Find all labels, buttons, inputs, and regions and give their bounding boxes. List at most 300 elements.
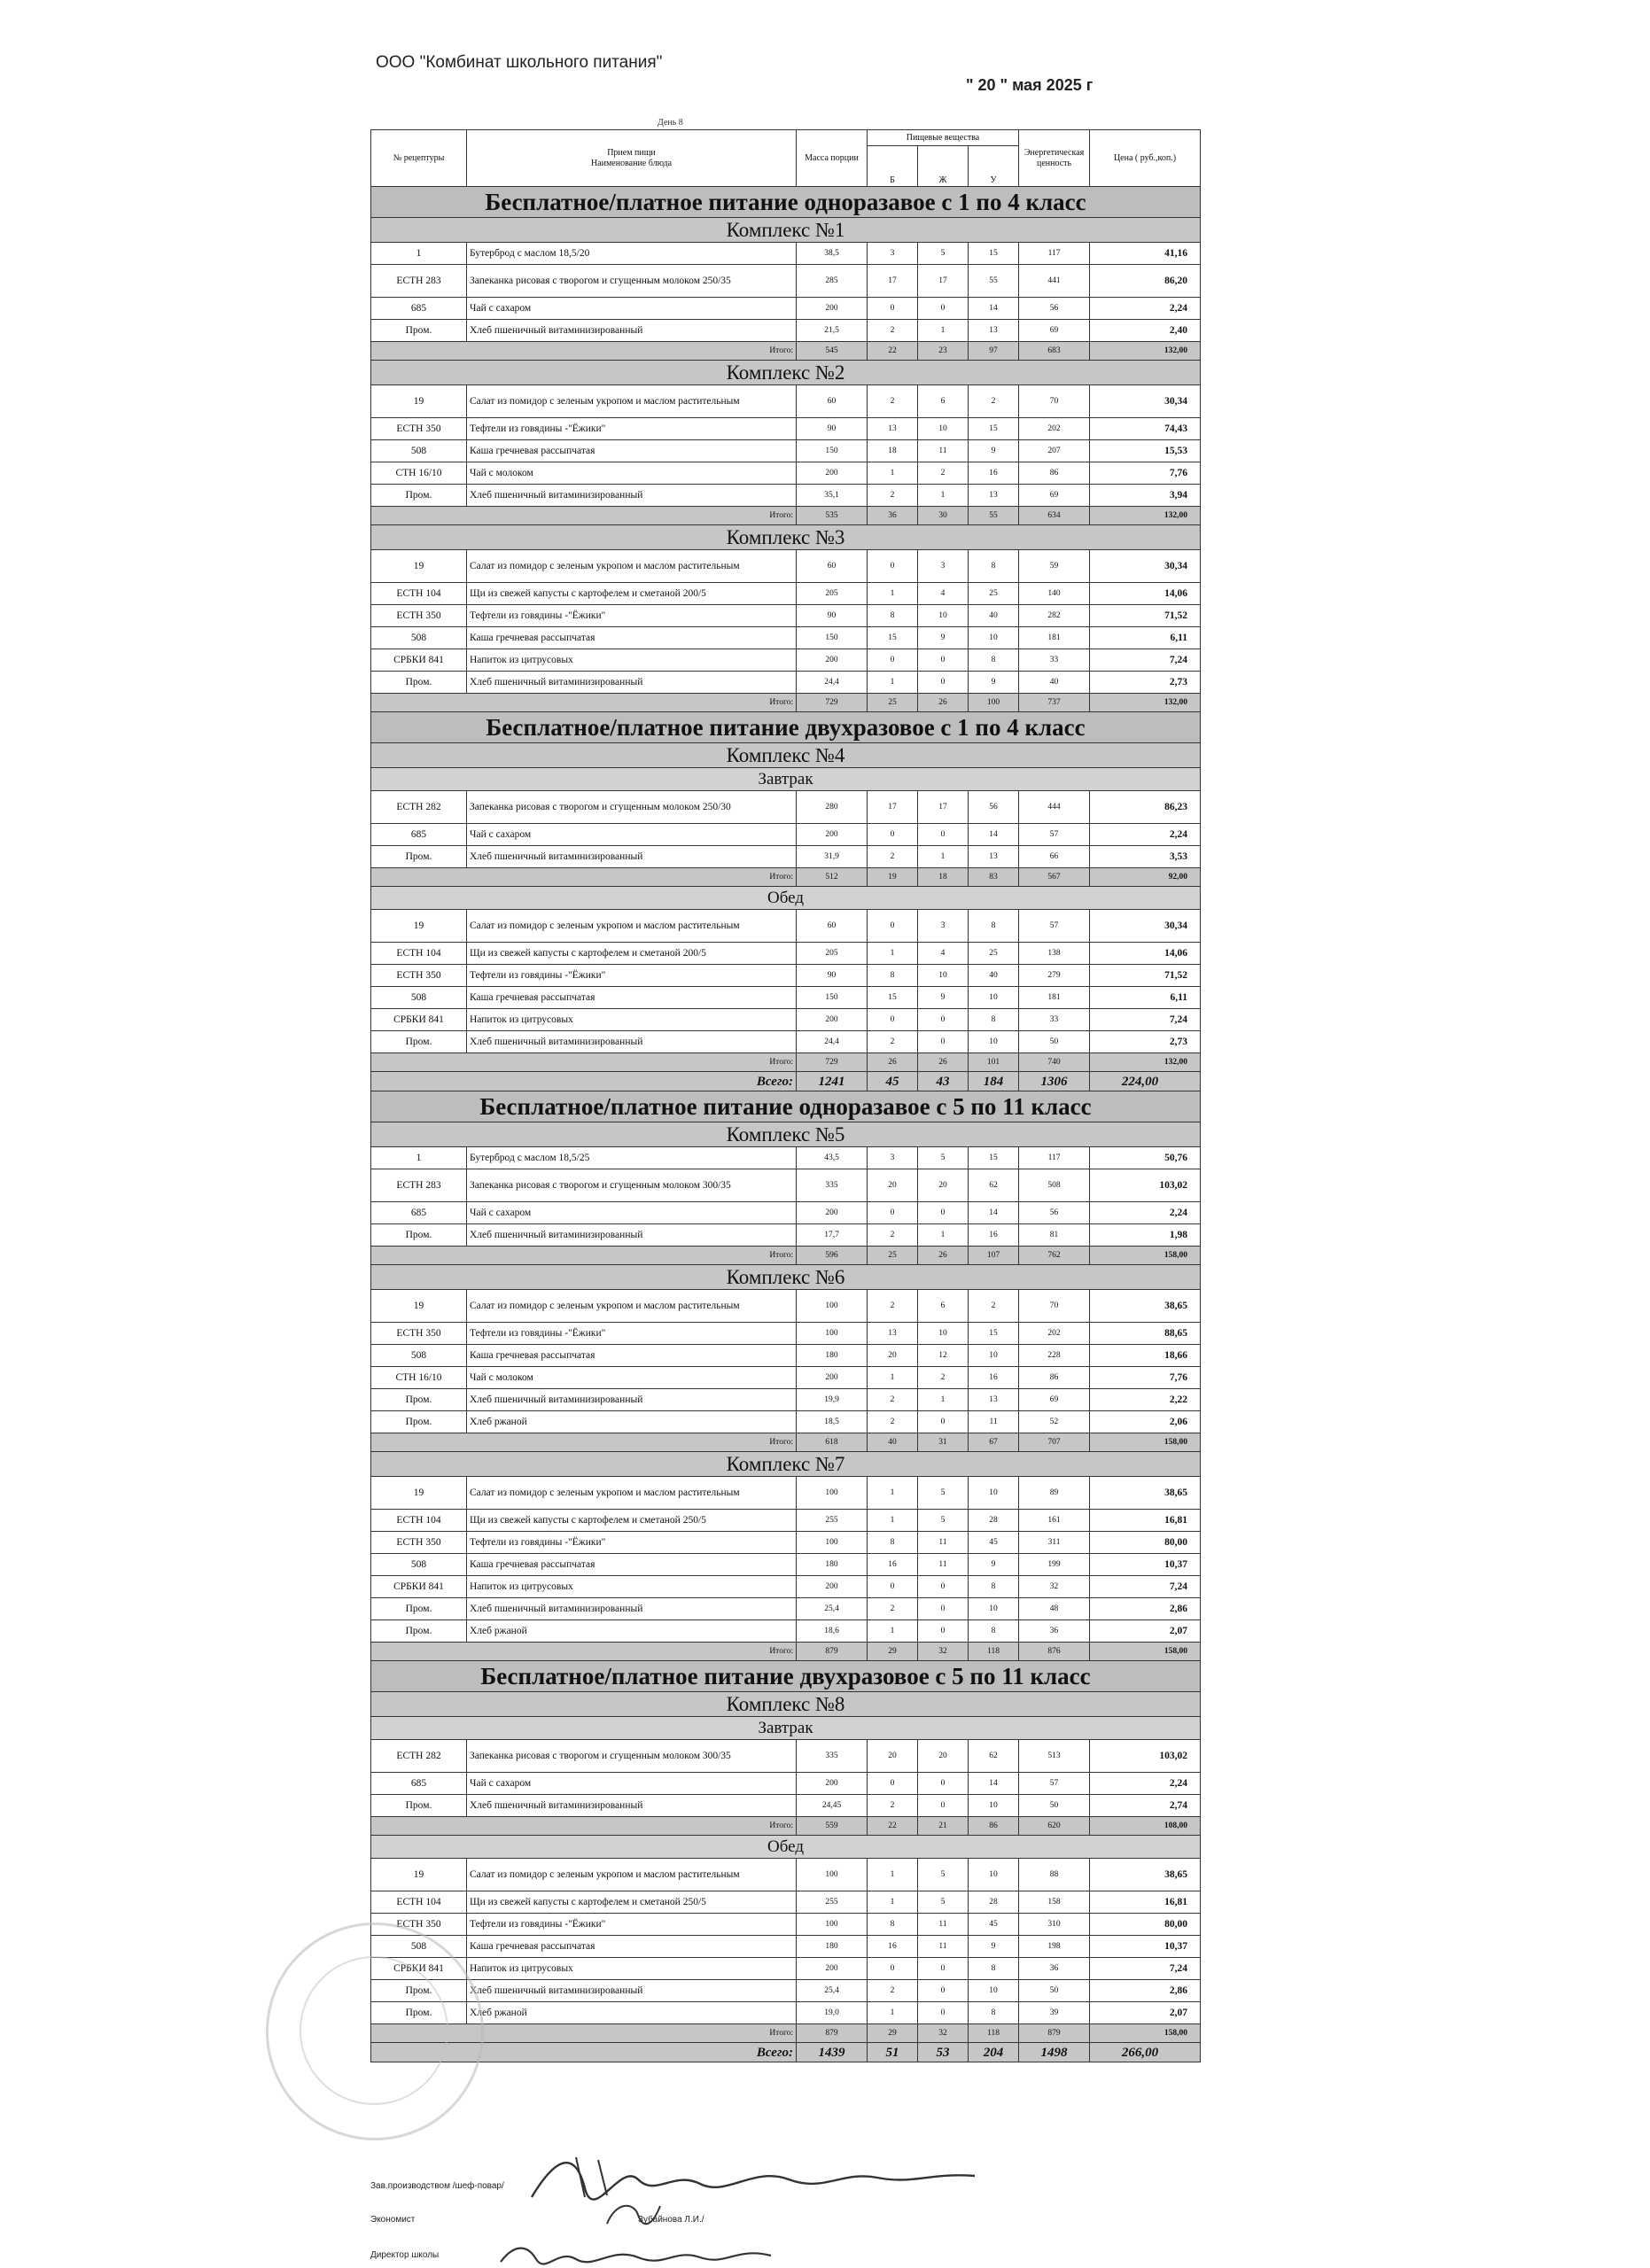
protein-value: 0 — [868, 550, 918, 583]
col-zh: Ж — [918, 146, 969, 187]
table-row — [371, 243, 1201, 265]
protein-value: 0 — [868, 1958, 918, 1980]
dish-name: Чай с сахаром — [467, 824, 797, 846]
price-value: 86,20 — [1090, 265, 1201, 298]
fat-value: 10 — [918, 1323, 969, 1345]
price-value: 80,00 — [1090, 1914, 1201, 1936]
price-value: 2,40 — [1090, 320, 1201, 342]
table-row — [371, 1532, 1201, 1554]
carb-value: 14 — [969, 1202, 1019, 1224]
dish-name: Тефтели из говядины -"Ёжики" — [467, 1323, 797, 1345]
energy-value: 33 — [1019, 649, 1090, 672]
total-carb: 100 — [969, 694, 1019, 712]
carb-value: 13 — [969, 485, 1019, 507]
total-fat: 32 — [918, 1643, 969, 1661]
recipe-code: 508 — [371, 1554, 467, 1576]
total-carb: 118 — [969, 2024, 1019, 2043]
energy-value: 48 — [1019, 1598, 1090, 1620]
table-row — [371, 462, 1201, 485]
carb-value: 13 — [969, 320, 1019, 342]
protein-value: 17 — [868, 265, 918, 298]
energy-value: 86 — [1019, 1367, 1090, 1389]
fat-value: 0 — [918, 1598, 969, 1620]
total-mass: 596 — [797, 1247, 868, 1265]
dish-name: Салат из помидор с зеленым укропом и маслом растительным — [467, 1290, 797, 1323]
total-fat: 32 — [918, 2024, 969, 2043]
total-energy: 762 — [1019, 1247, 1090, 1265]
fat-value: 0 — [918, 1411, 969, 1433]
protein-value: 2 — [868, 485, 918, 507]
carb-value: 8 — [969, 1576, 1019, 1598]
protein-value: 2 — [868, 1980, 918, 2002]
price-value: 88,65 — [1090, 1323, 1201, 1345]
energy-value: 117 — [1019, 243, 1090, 265]
dish-name: Тефтели из говядины -"Ёжики" — [467, 1532, 797, 1554]
protein-value: 0 — [868, 649, 918, 672]
total-price: 132,00 — [1090, 507, 1201, 525]
protein-value: 2 — [868, 1290, 918, 1323]
protein-value: 13 — [868, 1323, 918, 1345]
fat-value: 0 — [918, 1009, 969, 1031]
company-name: ООО "Комбинат школьного питания" — [376, 53, 663, 72]
dish-name: Каша гречневая рассыпчатая — [467, 1345, 797, 1367]
price-value: 14,06 — [1090, 943, 1201, 965]
price-value: 2,24 — [1090, 298, 1201, 320]
fat-value: 11 — [918, 440, 969, 462]
dish-name: Чай с молоком — [467, 1367, 797, 1389]
total-mass: 559 — [797, 1817, 868, 1836]
portion-mass: 18,6 — [797, 1620, 868, 1643]
carb-value: 45 — [969, 1914, 1019, 1936]
total-protein: 25 — [868, 1247, 918, 1265]
portion-mass: 19,0 — [797, 2002, 868, 2024]
energy-value: 311 — [1019, 1532, 1090, 1554]
table-row — [371, 605, 1201, 627]
portion-mass: 25,4 — [797, 1980, 868, 2002]
portion-mass: 38,5 — [797, 243, 868, 265]
carb-value: 2 — [969, 1290, 1019, 1323]
energy-value: 202 — [1019, 418, 1090, 440]
section-title: Бесплатное/платное питание двухразовое с 1 по 4 класс — [371, 712, 1201, 743]
total-fat: 18 — [918, 868, 969, 887]
total-label: Всего: — [371, 2043, 797, 2062]
complex-title: Комплекс №7 — [371, 1452, 1201, 1477]
price-value: 18,66 — [1090, 1345, 1201, 1367]
portion-mass: 31,9 — [797, 846, 868, 868]
total-energy: 707 — [1019, 1433, 1090, 1452]
price-value: 2,22 — [1090, 1389, 1201, 1411]
total-protein: 36 — [868, 507, 918, 525]
table-row — [371, 1891, 1201, 1914]
total-protein: 26 — [868, 1053, 918, 1072]
price-value: 2,24 — [1090, 1202, 1201, 1224]
complex-header — [371, 1452, 1201, 1477]
total-energy: 620 — [1019, 1817, 1090, 1836]
table-row — [371, 649, 1201, 672]
protein-value: 0 — [868, 910, 918, 943]
protein-value: 17 — [868, 791, 918, 824]
protein-value: 1 — [868, 1891, 918, 1914]
dish-name: Салат из помидор с зеленым укропом и маслом растительным — [467, 1859, 797, 1891]
dish-name: Хлеб пшеничный витаминизированный — [467, 672, 797, 694]
recipe-code: ЕСТН 104 — [371, 1891, 467, 1914]
protein-value: 2 — [868, 1031, 918, 1053]
carb-value: 40 — [969, 605, 1019, 627]
portion-mass: 150 — [797, 440, 868, 462]
energy-value: 88 — [1019, 1859, 1090, 1891]
recipe-code: 19 — [371, 1477, 467, 1510]
dish-name: Чай с сахаром — [467, 298, 797, 320]
complex-header — [371, 218, 1201, 243]
table-row — [371, 1009, 1201, 1031]
protein-value: 16 — [868, 1936, 918, 1958]
carb-value: 9 — [969, 1554, 1019, 1576]
price-value: 50,76 — [1090, 1147, 1201, 1169]
portion-mass: 200 — [797, 462, 868, 485]
carb-value: 15 — [969, 1323, 1019, 1345]
fat-value: 0 — [918, 298, 969, 320]
dish-name: Напиток из цитрусовых — [467, 1958, 797, 1980]
grand-total-row — [371, 1072, 1201, 1091]
complex-header — [371, 1265, 1201, 1290]
price-value: 2,07 — [1090, 2002, 1201, 2024]
carb-value: 14 — [969, 298, 1019, 320]
dish-name: Каша гречневая рассыпчатая — [467, 1554, 797, 1576]
price-value: 71,52 — [1090, 605, 1201, 627]
recipe-code: Пром. — [371, 1795, 467, 1817]
table-row — [371, 320, 1201, 342]
portion-mass: 17,7 — [797, 1224, 868, 1247]
portion-mass: 100 — [797, 1323, 868, 1345]
portion-mass: 200 — [797, 298, 868, 320]
protein-value: 2 — [868, 1795, 918, 1817]
portion-mass: 255 — [797, 1510, 868, 1532]
portion-mass: 25,4 — [797, 1598, 868, 1620]
price-value: 16,81 — [1090, 1891, 1201, 1914]
section-header — [371, 1091, 1201, 1122]
energy-value: 181 — [1019, 627, 1090, 649]
energy-value: 32 — [1019, 1576, 1090, 1598]
recipe-code: Пром. — [371, 846, 467, 868]
energy-value: 56 — [1019, 1202, 1090, 1224]
energy-value: 69 — [1019, 320, 1090, 342]
total-price: 266,00 — [1090, 2043, 1201, 2062]
total-carb: 118 — [969, 1643, 1019, 1661]
complex-header — [371, 1122, 1201, 1147]
complex-title: Комплекс №2 — [371, 361, 1201, 385]
energy-value: 444 — [1019, 791, 1090, 824]
section-title: Бесплатное/платное питание одноразавое с 5 по 11 класс — [371, 1091, 1201, 1122]
carb-value: 28 — [969, 1510, 1019, 1532]
protein-value: 2 — [868, 846, 918, 868]
recipe-code: 19 — [371, 1290, 467, 1323]
energy-value: 36 — [1019, 1620, 1090, 1643]
total-mass: 512 — [797, 868, 868, 887]
recipe-code: ЕСТН 350 — [371, 1914, 467, 1936]
col-b: Б — [868, 146, 918, 187]
portion-mass: 205 — [797, 943, 868, 965]
dish-name: Хлеб пшеничный витаминизированный — [467, 1598, 797, 1620]
fat-value: 0 — [918, 672, 969, 694]
director-signature — [496, 2240, 780, 2268]
recipe-code: ЕСТН 283 — [371, 265, 467, 298]
protein-value: 1 — [868, 2002, 918, 2024]
total-energy: 876 — [1019, 1643, 1090, 1661]
recipe-code: 508 — [371, 627, 467, 649]
portion-mass: 150 — [797, 627, 868, 649]
portion-mass: 24,45 — [797, 1795, 868, 1817]
table-row — [371, 1224, 1201, 1247]
protein-value: 1 — [868, 1859, 918, 1891]
portion-mass: 60 — [797, 910, 868, 943]
dish-name: Тефтели из говядины -"Ёжики" — [467, 605, 797, 627]
complex-title: Комплекс №1 — [371, 218, 1201, 243]
dish-name: Тефтели из говядины -"Ёжики" — [467, 418, 797, 440]
price-value: 103,02 — [1090, 1740, 1201, 1773]
fat-value: 5 — [918, 1477, 969, 1510]
recipe-code: 508 — [371, 987, 467, 1009]
total-carb: 67 — [969, 1433, 1019, 1452]
carb-value: 15 — [969, 1147, 1019, 1169]
complex-title: Комплекс №8 — [371, 1692, 1201, 1717]
total-protein: 25 — [868, 694, 918, 712]
table-row — [371, 987, 1201, 1009]
price-value: 7,76 — [1090, 1367, 1201, 1389]
price-value: 30,34 — [1090, 550, 1201, 583]
protein-value: 15 — [868, 627, 918, 649]
fat-value: 0 — [918, 1576, 969, 1598]
col-mass: Масса порции — [797, 130, 868, 187]
fat-value: 1 — [918, 1389, 969, 1411]
table-row — [371, 1510, 1201, 1532]
price-value: 86,23 — [1090, 791, 1201, 824]
recipe-code: Пром. — [371, 1620, 467, 1643]
carb-value: 55 — [969, 265, 1019, 298]
table-row — [371, 965, 1201, 987]
table-row — [371, 1202, 1201, 1224]
protein-value: 0 — [868, 1576, 918, 1598]
dish-name: Напиток из цитрусовых — [467, 1576, 797, 1598]
recipe-code: ЕСТН 104 — [371, 583, 467, 605]
sign-chef-label: Зав.производством /шеф-повар/ — [370, 2181, 504, 2191]
portion-mass: 200 — [797, 1367, 868, 1389]
energy-value: 69 — [1019, 1389, 1090, 1411]
sign-director-label: Директор школы — [370, 2250, 440, 2260]
total-row — [371, 2024, 1201, 2043]
dish-name: Хлеб пшеничный витаминизированный — [467, 1389, 797, 1411]
fat-value: 0 — [918, 1795, 969, 1817]
portion-mass: 255 — [797, 1891, 868, 1914]
carb-value: 8 — [969, 2002, 1019, 2024]
col-recipe: № рецептуры — [371, 130, 467, 187]
table-row — [371, 1169, 1201, 1202]
fat-value: 9 — [918, 987, 969, 1009]
recipe-code: ЕСТН 282 — [371, 791, 467, 824]
fat-value: 17 — [918, 791, 969, 824]
recipe-code: СТН 16/10 — [371, 462, 467, 485]
dish-name: Салат из помидор с зеленым укропом и маслом растительным — [467, 385, 797, 418]
portion-mass: 60 — [797, 550, 868, 583]
table-row — [371, 1554, 1201, 1576]
total-mass: 535 — [797, 507, 868, 525]
total-fat: 23 — [918, 342, 969, 361]
fat-value: 5 — [918, 1891, 969, 1914]
table-row — [371, 385, 1201, 418]
carb-value: 10 — [969, 1859, 1019, 1891]
carb-value: 62 — [969, 1740, 1019, 1773]
recipe-code: 685 — [371, 1773, 467, 1795]
table-row — [371, 2002, 1201, 2024]
complex-title: Комплекс №4 — [371, 743, 1201, 768]
total-label: Итого: — [371, 1053, 797, 1072]
recipe-code: СРБКИ 841 — [371, 649, 467, 672]
protein-value: 2 — [868, 1224, 918, 1247]
table-row — [371, 265, 1201, 298]
table-row — [371, 440, 1201, 462]
dish-name: Каша гречневая рассыпчатая — [467, 627, 797, 649]
fat-value: 11 — [918, 1914, 969, 1936]
portion-mass: 18,5 — [797, 1411, 868, 1433]
price-value: 80,00 — [1090, 1532, 1201, 1554]
fat-value: 17 — [918, 265, 969, 298]
protein-value: 1 — [868, 1510, 918, 1532]
energy-value: 228 — [1019, 1345, 1090, 1367]
energy-value: 513 — [1019, 1740, 1090, 1773]
dish-name: Хлеб пшеничный витаминизированный — [467, 1980, 797, 2002]
price-value: 2,74 — [1090, 1795, 1201, 1817]
price-value: 7,24 — [1090, 1576, 1201, 1598]
protein-value: 1 — [868, 462, 918, 485]
total-fat: 53 — [918, 2043, 969, 2062]
protein-value: 2 — [868, 1411, 918, 1433]
total-mass: 618 — [797, 1433, 868, 1452]
total-mass: 1439 — [797, 2043, 868, 2062]
total-price: 132,00 — [1090, 694, 1201, 712]
total-energy: 1306 — [1019, 1072, 1090, 1091]
dish-name: Хлеб пшеничный витаминизированный — [467, 485, 797, 507]
dish-name: Щи из свежей капусты с картофелем и сметаной 200/5 — [467, 583, 797, 605]
table-row — [371, 485, 1201, 507]
energy-value: 50 — [1019, 1980, 1090, 2002]
recipe-code: 19 — [371, 385, 467, 418]
price-value: 15,53 — [1090, 440, 1201, 462]
recipe-code: Пром. — [371, 1411, 467, 1433]
fat-value: 0 — [918, 649, 969, 672]
total-energy: 567 — [1019, 868, 1090, 887]
section-header — [371, 187, 1201, 218]
table-row — [371, 846, 1201, 868]
protein-value: 0 — [868, 1773, 918, 1795]
fat-value: 20 — [918, 1169, 969, 1202]
portion-mass: 200 — [797, 1009, 868, 1031]
energy-value: 86 — [1019, 462, 1090, 485]
portion-mass: 43,5 — [797, 1147, 868, 1169]
portion-mass: 100 — [797, 1532, 868, 1554]
total-energy: 740 — [1019, 1053, 1090, 1072]
portion-mass: 100 — [797, 1914, 868, 1936]
carb-value: 13 — [969, 1389, 1019, 1411]
protein-value: 1 — [868, 943, 918, 965]
total-carb: 86 — [969, 1817, 1019, 1836]
total-protein: 22 — [868, 1817, 918, 1836]
fat-value: 3 — [918, 550, 969, 583]
total-row — [371, 1643, 1201, 1661]
protein-value: 20 — [868, 1740, 918, 1773]
total-fat: 30 — [918, 507, 969, 525]
portion-mass: 100 — [797, 1859, 868, 1891]
fat-value: 11 — [918, 1936, 969, 1958]
portion-mass: 200 — [797, 1773, 868, 1795]
portion-mass: 335 — [797, 1740, 868, 1773]
fat-value: 9 — [918, 627, 969, 649]
protein-value: 8 — [868, 965, 918, 987]
carb-value: 8 — [969, 1620, 1019, 1643]
energy-value: 52 — [1019, 1411, 1090, 1433]
dish-name: Каша гречневая рассыпчатая — [467, 440, 797, 462]
recipe-code: ЕСТН 104 — [371, 943, 467, 965]
fat-value: 10 — [918, 965, 969, 987]
total-carb: 97 — [969, 342, 1019, 361]
table-row — [371, 1411, 1201, 1433]
total-row — [371, 694, 1201, 712]
energy-value: 282 — [1019, 605, 1090, 627]
fat-value: 1 — [918, 846, 969, 868]
total-mass: 879 — [797, 2024, 868, 2043]
recipe-code: ЕСТН 350 — [371, 1323, 467, 1345]
chef-signature — [523, 2144, 984, 2206]
recipe-code: 19 — [371, 550, 467, 583]
fat-value: 12 — [918, 1345, 969, 1367]
complex-header — [371, 1692, 1201, 1717]
recipe-code: Пром. — [371, 2002, 467, 2024]
fat-value: 5 — [918, 1510, 969, 1532]
recipe-code: СРБКИ 841 — [371, 1576, 467, 1598]
carb-value: 8 — [969, 1009, 1019, 1031]
table-row — [371, 583, 1201, 605]
carb-value: 25 — [969, 943, 1019, 965]
dish-name: Хлеб пшеничный витаминизированный — [467, 1224, 797, 1247]
total-protein: 29 — [868, 2024, 918, 2043]
meal-header — [371, 768, 1201, 791]
energy-value: 207 — [1019, 440, 1090, 462]
price-value: 6,11 — [1090, 627, 1201, 649]
complex-title: Комплекс №5 — [371, 1122, 1201, 1147]
energy-value: 81 — [1019, 1224, 1090, 1247]
energy-value: 39 — [1019, 2002, 1090, 2024]
recipe-code: 1 — [371, 243, 467, 265]
total-row — [371, 1433, 1201, 1452]
dish-name: Хлеб пшеничный витаминизированный — [467, 1795, 797, 1817]
recipe-code: ЕСТН 283 — [371, 1169, 467, 1202]
total-mass: 1241 — [797, 1072, 868, 1091]
energy-value: 198 — [1019, 1936, 1090, 1958]
price-value: 2,24 — [1090, 1773, 1201, 1795]
price-value: 2,73 — [1090, 672, 1201, 694]
fat-value: 4 — [918, 583, 969, 605]
dish-name: Хлеб ржаной — [467, 1620, 797, 1643]
table-body — [371, 187, 1201, 2062]
col-price: Цена ( руб.,коп.) — [1090, 130, 1201, 187]
carb-value: 10 — [969, 627, 1019, 649]
carb-value: 10 — [969, 987, 1019, 1009]
energy-value: 69 — [1019, 485, 1090, 507]
table-row — [371, 418, 1201, 440]
total-price: 92,00 — [1090, 868, 1201, 887]
total-price: 132,00 — [1090, 342, 1201, 361]
table-row — [371, 1859, 1201, 1891]
price-value: 1,98 — [1090, 1224, 1201, 1247]
fat-value: 0 — [918, 1031, 969, 1053]
